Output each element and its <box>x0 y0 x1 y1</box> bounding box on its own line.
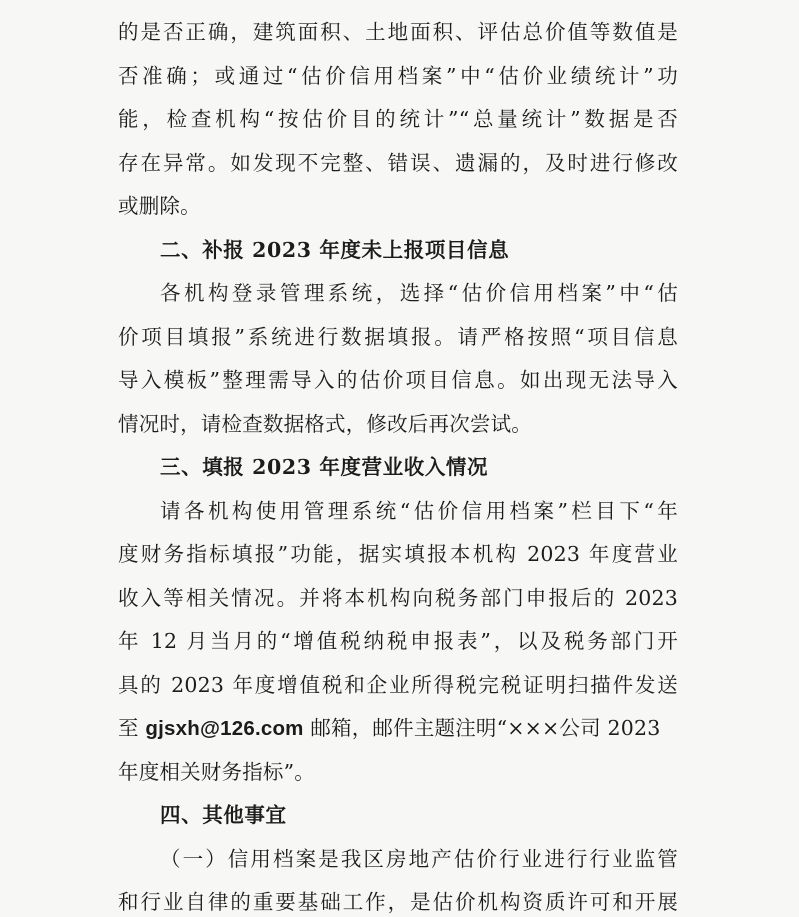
paragraph-line: （一）信用档案是我区房地产估价行业进行行业监管 <box>160 847 678 871</box>
paragraph-line: 度财务指标填报”功能，据实填报本机构 2023 年度营业 <box>118 542 678 566</box>
section-heading: 四、其他事宜 <box>160 803 287 827</box>
paragraph-line: 和行业自律的重要基础工作，是估价机构资质许可和开展 <box>118 890 678 914</box>
email-prefix: 至 <box>118 716 146 740</box>
email-address: gjsxh@126.com <box>145 717 304 740</box>
paragraph-line: 各机构登录管理系统，选择“估价信用档案”中“估 <box>160 281 678 305</box>
paragraph-line: 收入等相关情况。并将本机构向税务部门申报后的 2023 <box>118 586 678 610</box>
paragraph-line: 存在异常。如发现不完整、错误、遗漏的，及时进行修改 <box>118 151 678 175</box>
section-heading: 二、补报 2023 年度未上报项目信息 <box>160 238 510 262</box>
paragraph-line: 请各机构使用管理系统“估价信用档案”栏目下“年 <box>160 499 678 523</box>
paragraph-line: 导入模板”整理需导入的估价项目信息。如出现无法导入 <box>118 368 678 392</box>
section-heading: 三、填报 2023 年度营业收入情况 <box>160 455 489 479</box>
paragraph-line: 年 12 月当月的“增值税纳税申报表”，以及税务部门开 <box>118 629 678 653</box>
paragraph-line: 的是否正确，建筑面积、土地面积、评估总价值等数值是 <box>118 20 678 44</box>
paragraph-line: 否准确；或通过“估价信用档案”中“估价业绩统计”功 <box>118 64 678 88</box>
paragraph-line: 能，检查机构“按估价目的统计”“总量统计”数据是否 <box>118 107 678 131</box>
paragraph-line: 或删除。 <box>118 194 201 218</box>
email-suffix: 邮箱，邮件主题注明“×××公司 2023 <box>303 716 661 740</box>
paragraph-line-email <box>118 713 678 744</box>
paragraph-line: 具的 2023 年度增值税和企业所得税完税证明扫描件发送 <box>118 673 678 697</box>
paragraph-line: 情况时，请检查数据格式，修改后再次尝试。 <box>118 412 532 436</box>
paragraph-line: 价项目填报”系统进行数据填报。请严格按照“项目信息 <box>118 325 678 349</box>
paragraph-line: 年度相关财务指标”。 <box>118 760 315 784</box>
